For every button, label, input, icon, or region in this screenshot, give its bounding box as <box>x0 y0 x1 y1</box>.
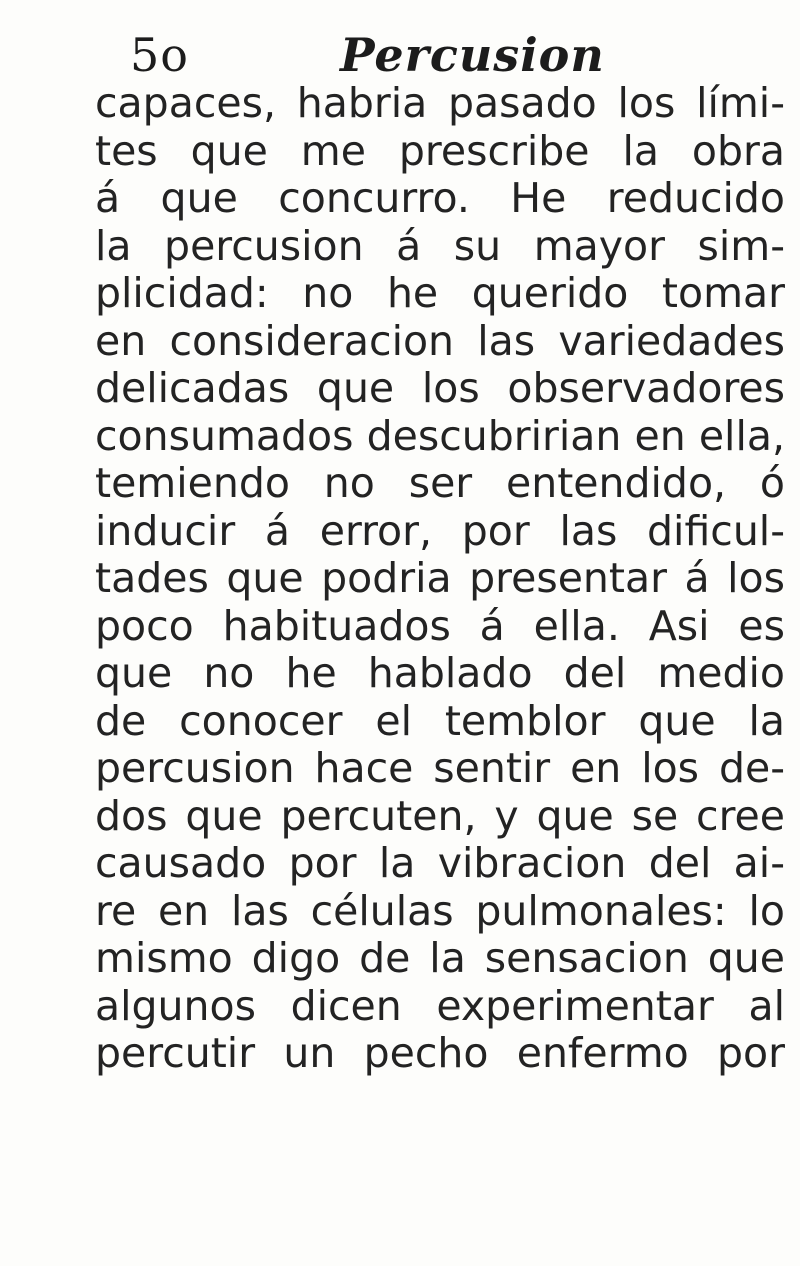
text-line: plicidad: no he querido tomar <box>95 270 785 317</box>
text-line: re en las células pulmonales: lo <box>95 887 785 935</box>
body-text <box>95 80 785 1078</box>
text-line: algunos dicen experimentar al <box>95 982 785 1030</box>
text-line: tades que podria presentar á los <box>95 555 785 602</box>
text-line: percutir un pecho enfermo por <box>95 1030 785 1077</box>
text-line: á que concurro. He reducido <box>95 175 785 222</box>
text-line: capaces, habria pasado los lími- <box>95 80 785 127</box>
text-line: causado por la vibracion del ai- <box>95 840 785 887</box>
text-line: poco habituados á ella. Asi es <box>95 602 785 650</box>
text-line: en consideracion las variedades <box>95 317 785 365</box>
text-line: consumados descubririan en ella, <box>95 412 785 460</box>
text-line: delicadas que los observadores <box>95 365 785 412</box>
text-line: dos que percuten, y que se cree <box>95 792 785 840</box>
running-title: Percusion <box>340 28 605 82</box>
text-line: inducir á error, por las dificul- <box>95 507 785 555</box>
text-line: temiendo no ser entendido, ó <box>95 460 785 507</box>
running-head <box>130 28 730 88</box>
text-line: la percusion á su mayor sim- <box>95 222 785 270</box>
text-line: de conocer el temblor que la <box>95 697 785 745</box>
text-line: que no he hablado del medio <box>95 650 785 697</box>
text-line: mismo digo de la sensacion que <box>95 935 785 982</box>
text-line: tes que me prescribe la obra <box>95 127 785 175</box>
page-number: 5o <box>130 28 189 82</box>
text-line: percusion hace sentir en los de- <box>95 745 785 792</box>
